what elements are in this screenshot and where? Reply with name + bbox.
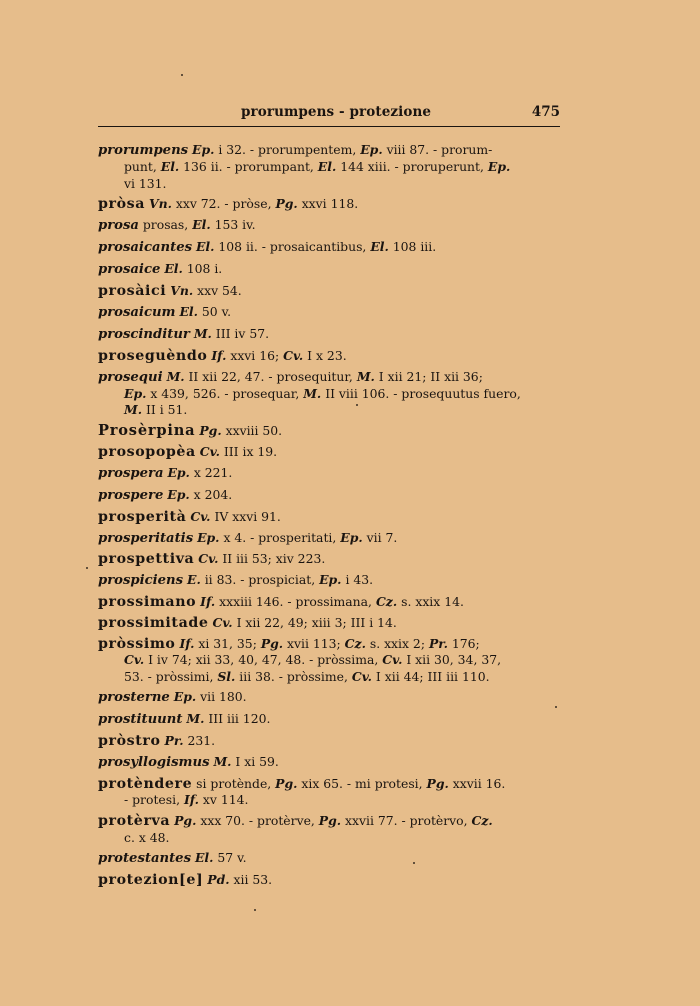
dictionary-entry [98,509,560,525]
citation-text: xxv 72. - pròse, [171,196,276,212]
source-abbreviation: El. [370,239,389,255]
paper-speck [86,567,88,569]
headword: prospera [98,465,164,481]
dictionary-entry [98,465,560,482]
dictionary-entry [98,369,560,419]
source-abbreviation: M. [186,711,205,727]
dictionary-entry [98,572,560,589]
source-abbreviation: El. [164,261,183,277]
source-abbreviation: M. [303,385,322,401]
dictionary-entry [98,689,560,706]
citation-text: III iii 120. [204,711,271,727]
citation-text: xi 31, 35; [194,636,261,651]
source-abbreviation: Pg. [275,196,298,212]
dictionary-entry [98,711,560,728]
entry-first-line [98,594,464,609]
source-abbreviation: Ep. [487,159,511,175]
source-abbreviation: M. [213,754,232,770]
entry-first-line [98,733,215,748]
entry-first-line [98,487,232,502]
source-abbreviation: El. [160,159,180,175]
citation-text: I x 23. [303,347,347,363]
source-abbreviation: Cz. [471,813,493,829]
headword: prosterne [98,690,170,706]
citation-text: xxvi 118. [297,196,359,212]
source-abbreviation: Cz. [344,636,366,651]
dictionary-entry [98,261,560,278]
entry-first-line [98,261,222,276]
dictionary-entry [98,776,560,809]
entry-first-line [98,444,277,459]
source-abbreviation: M. [193,325,212,341]
entry-first-line [98,850,247,865]
dictionary-entry [98,423,560,439]
entry-continuation-line [98,669,560,685]
citation-text: III iv 57. [211,325,270,341]
citation-text: xxx 70. - protèrve, [196,813,319,829]
citation-text: 53. - pròssimi, [124,668,218,684]
headword: proscinditur [98,326,190,342]
dictionary-entry [98,551,560,567]
entry-first-line [98,239,436,254]
headword: proseguèndo [98,347,208,364]
dictionary-entry [98,142,560,192]
entry-first-line [98,689,247,704]
source-abbreviation: Ep. [360,142,383,157]
dictionary-entry [98,754,560,771]
citation-text: x 204. [189,486,233,502]
source-abbreviation: Ep. [340,529,363,545]
source-abbreviation: Ep. [197,529,220,545]
source-abbreviation: El. [179,303,198,319]
citation-text: x 439, 526. - prosequar, [146,385,304,401]
dictionary-entry [98,872,560,888]
source-abbreviation: M. [356,368,375,384]
source-abbreviation: Pr. [164,733,184,749]
citation-text: 108 ii. - prosaicantibus, [214,239,371,255]
citation-text: 136 ii. - prorumpant, [179,159,318,175]
dictionary-entry [98,283,560,299]
citation-text: I xii 21; II xii 36; [374,368,483,384]
source-abbreviation: If. [200,594,216,610]
source-abbreviation: Pg. [260,636,284,651]
source-abbreviation: Ep. [192,142,215,157]
citation-text: prosas, [138,217,193,233]
citation-text: 176; [447,636,480,651]
headword: protestantes [98,851,192,867]
source-abbreviation: Cv. [382,652,403,668]
citation-text: III ix 19. [219,443,278,459]
citation-text: I xii 44; III iii 110. [371,668,490,684]
entry-first-line [98,369,483,384]
source-abbreviation: Cv. [198,551,219,567]
source-abbreviation: Pd. [207,872,230,888]
source-abbreviation: Ep. [124,385,147,401]
entry-first-line [98,711,270,726]
source-abbreviation: El. [192,217,211,233]
citation-text: 108 i. [182,261,223,277]
headword: prosopopèa [98,443,196,460]
source-abbreviation: El. [194,850,214,866]
citation-text: 144 xiii. - proruperunt, [336,159,488,175]
citation-text: si protènde, [192,776,276,792]
headword: Prosèrpina [98,422,196,440]
entry-continuation-line [98,792,560,808]
dictionary-entry [98,196,560,212]
citation-text: xvii 113; [283,636,345,651]
source-abbreviation: Vn. [170,283,194,299]
paper-speck [413,862,415,864]
citation-text: II iii 53; xiv 223. [218,551,326,567]
citation-text: I xii 30, 34, 37, [402,652,502,668]
entry-first-line [98,636,480,651]
citation-text: x 221. [189,464,233,480]
headword: prorumpens [98,143,189,158]
entry-list [98,142,560,893]
source-abbreviation: Ep. [173,689,197,705]
entry-first-line [98,776,505,791]
citation-text: xxvii 77. - protèrvo, [341,813,472,829]
source-abbreviation: Pg. [174,813,197,829]
entry-continuation-line [98,176,560,192]
dictionary-entry [98,850,560,867]
headword: prosaicum [98,304,176,320]
paper-speck [356,404,358,406]
citation-text: s. xxix 14. [397,594,464,610]
citation-text: xix 65. - mi protesi, [297,776,427,792]
page-number: 475 [531,104,560,120]
citation-text: II viii 106. - prosequutus fuero, [321,385,521,401]
source-abbreviation: El. [317,159,337,175]
entry-first-line [98,217,256,232]
entry-first-line [98,572,373,587]
dictionary-entry [98,348,560,364]
headword: prosaicantes [98,240,193,256]
citation-text: iii 38. - pròssime, [235,668,352,684]
entry-first-line [98,283,242,298]
dictionary-entry [98,530,560,547]
entry-continuation-line [98,386,560,402]
headword: pròssimo [98,636,176,652]
citation-text: II xii 22, 47. - prosequitur, [184,368,357,384]
citation-text: i 43. [341,572,374,588]
headword: prospiciens [98,573,184,589]
citation-text: IV xxvi 91. [210,508,281,524]
headword: prosaice [98,262,161,278]
headword: protèrva [98,813,171,830]
citation-text: I xi 59. [231,754,279,770]
source-abbreviation: If. [211,347,227,363]
citation-text: c. x 48. [124,829,170,845]
entry-continuation-line [98,652,560,668]
page-title: prorumpens - protezione [241,104,432,120]
entry-continuation-line [98,830,560,846]
citation-text: 153 iv. [210,217,256,233]
source-abbreviation: Cv. [212,615,233,631]
headword: prostituunt [98,712,183,728]
citation-text: s. xxix 2; [365,636,429,651]
headword: prossimano [98,594,197,611]
headword: prospettiva [98,551,195,568]
citation-text: xxvi 16; [226,347,284,363]
citation-text: viii 87. - prorum- [382,142,493,157]
source-abbreviation: Pg. [275,776,298,792]
headword: prospere [98,487,164,503]
source-abbreviation: Ep. [319,572,342,588]
citation-text: - protesi, [124,792,184,808]
dictionary-entry [98,326,560,343]
citation-text: vii 7. [362,529,398,545]
source-abbreviation: Pg. [199,423,222,439]
paper-speck [254,909,256,911]
headword: pròsa [98,196,146,213]
dictionary-entry [98,487,560,504]
headword: prosperità [98,508,187,525]
citation-text: II i 51. [142,402,188,418]
source-abbreviation: Pg. [426,776,449,792]
entry-first-line [98,423,282,438]
headword: prosa [98,218,139,234]
source-abbreviation: Ep. [167,464,190,480]
citation-text: 231. [183,733,216,749]
entry-first-line [98,509,281,524]
citation-text: xv 114. [198,792,249,808]
source-abbreviation: Cv. [124,652,145,668]
source-abbreviation: Pr. [428,636,448,651]
dictionary-entry [98,444,560,460]
source-abbreviation: Sl. [217,668,236,684]
source-abbreviation: Cv. [351,668,372,684]
source-abbreviation: Cv. [199,443,220,459]
citation-text: 50 v. [197,303,232,319]
source-abbreviation: Cv. [190,508,211,524]
citation-text: punt, [124,159,161,175]
entry-first-line [98,551,325,566]
headword: prosàici [98,283,167,300]
source-abbreviation: Cz. [375,594,398,610]
citation-text: xxviii 50. [221,423,283,439]
citation-text: I iv 74; xii 33, 40, 47, 48. - pròssima, [144,652,383,668]
citation-text: xii 53. [229,872,273,888]
dictionary-entry [98,813,560,846]
dictionary-entry [98,636,560,685]
citation-text: I xii 22, 49; xiii 3; III i 14. [232,615,397,631]
citation-text: i 32. - prorumpentem, [214,142,361,157]
entry-first-line [98,754,279,769]
source-abbreviation: El. [195,239,215,255]
source-abbreviation: If. [179,636,195,651]
entry-first-line [98,326,269,341]
entry-continuation-line [98,402,560,418]
headword: protezion[e] [98,872,204,889]
paper-speck [181,74,183,76]
citation-text: xxxiii 146. - prossimana, [215,594,376,610]
source-abbreviation: Pg. [318,813,342,829]
entry-first-line [98,615,397,630]
entry-first-line [98,813,493,828]
citation-text: xxv 54. [193,283,242,299]
dictionary-entry [98,615,560,631]
headword: prosyllogismus [98,755,210,771]
source-abbreviation: M. [166,368,185,384]
source-abbreviation: M. [124,402,143,418]
headword: pròstro [98,733,161,750]
citation-text: 57 v. [213,850,247,866]
citation-text: vii 180. [196,689,247,705]
dictionary-entry [98,304,560,321]
dictionary-entry [98,239,560,256]
source-abbreviation: Vn. [149,196,172,212]
dictionary-entry [98,733,560,749]
headword: prosperitatis [98,530,194,546]
entry-first-line [98,872,272,887]
citation-text: x 4. - prosperitati, [219,529,341,545]
dictionary-entry [98,594,560,610]
headword: protèndere [98,776,193,793]
header-rule [98,126,560,127]
citation-text: xxvii 16. [448,776,506,792]
source-abbreviation: If. [183,792,199,808]
citation-text: 108 iii. [388,239,437,255]
source-abbreviation: Cv. [283,347,304,363]
running-head [98,104,560,124]
entry-first-line [98,348,347,363]
citation-text: vi 131. [124,175,167,191]
entry-first-line [98,530,397,545]
entry-first-line [98,304,231,319]
headword: prossimitade [98,615,209,632]
dictionary-entry [98,217,560,234]
paper-speck [555,706,557,708]
headword: prosequi [98,369,163,385]
citation-text: ii 83. - prospiciat, [200,572,320,588]
source-abbreviation: E. [187,572,201,588]
entry-first-line [98,196,358,211]
entry-continuation-line [98,159,560,175]
source-abbreviation: Ep. [167,486,190,502]
entry-first-line [98,465,232,480]
entry-first-line [98,142,492,157]
